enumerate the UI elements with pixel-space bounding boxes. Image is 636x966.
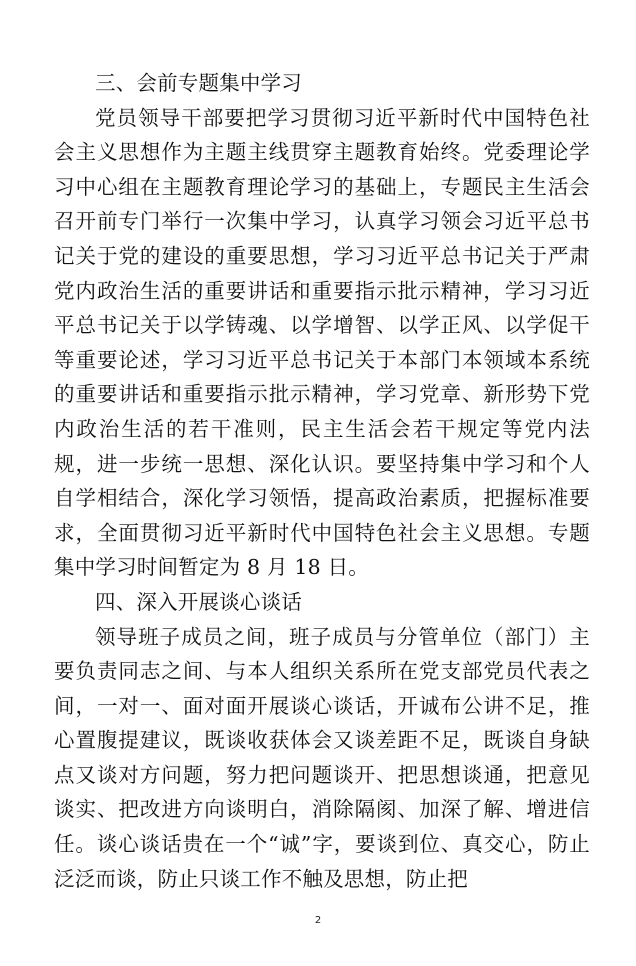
page-number: 2 bbox=[314, 915, 322, 926]
section-paragraph-3: 党员领导干部要把学习贯彻习近平新时代中国特色社会主义思想作为主题主线贯穿主题教育始终。党委理论学习中心组在主题教育理论学习的基础上，专题民主生活会召开前专门举行一次集中学习，认真学习领会习近平总书记关于党的建设的重要思想，学习习近平总书记关于严肃党内政治生活的重要讲话和重要指示批示精神，学习习近平总书记关于以学铸魂、以学增智、以学正风、以学促干等重要论述，学习习近平总书记关于本部门本领域本系统的重要讲话和重要指示批示精神，学习党章、新形势下党内政治生活的若干准则，民主生活会若干规定等党内法规，进一步统一思想、深化认识。要坚持集中学习和个人自学相结合，深化学习领悟，提高政治素质，把握标准要求，全面贯彻习近平新时代中国特色社会主义思想。专题集中学习时间暂定为 8 月 18 日。 bbox=[54, 105, 590, 580]
section-heading-3: 三、会前专题集中学习 bbox=[95, 71, 302, 95]
section-paragraph-4: 领导班子成员之间，班子成员与分管单位（部门）主要负责同志之间、与本人组织关系所在党支部党员代表之间，一对一、面对面开展谈心谈话，开诚布公讲不足，推心置腹提建议，既谈收获体会又谈差距不足，既谈自身缺点又谈对方问题，努力把问题谈开、把思想谈通，把意见谈实、把改进方向谈明白，消除隔阂、加深了解、增进信任。谈心谈话贵在一个“诚”字，要谈到位、真交心，防止泛泛而谈，防止只谈工作不触及思想，防止把 bbox=[54, 624, 590, 891]
section-heading-4: 四、深入开展谈心谈话 bbox=[95, 589, 302, 614]
document-body bbox=[54, 66, 590, 896]
